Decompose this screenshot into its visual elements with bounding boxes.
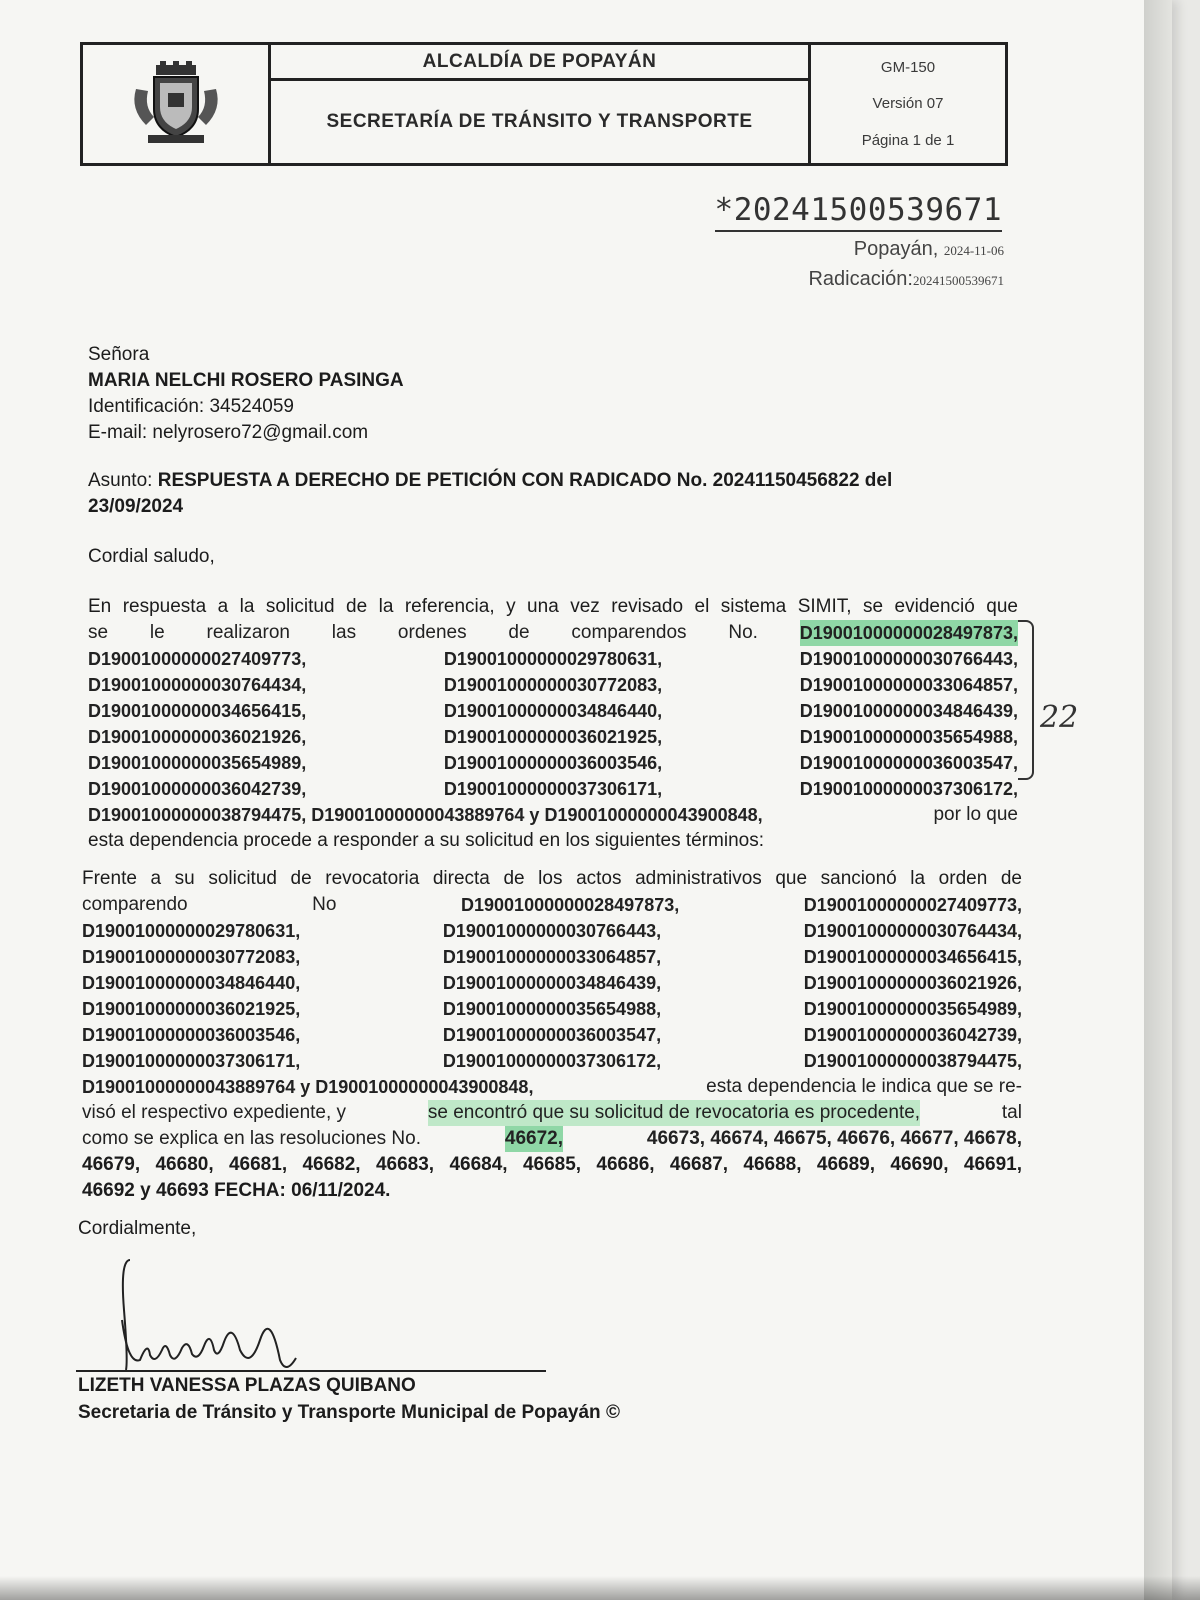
header-title-cell [271, 45, 811, 163]
p1-code-row [88, 750, 1018, 776]
comparendo-code: D19001000000038794475, [803, 1051, 1022, 1071]
p2-code-row [82, 944, 1022, 970]
comparendo-code: D19001000000030764434, [803, 921, 1022, 941]
p2-line-d: 46679, 46680, 46681, 46682, 46683, 46684, 46685, 46686, 46687, 46688, 46689, 46690, 46691, [82, 1154, 1022, 1175]
radicacion-value: 20241500539671 [913, 273, 1004, 288]
date-city: Popayán, [853, 238, 939, 260]
date-line [854, 238, 1004, 261]
p2-code-row [82, 1048, 1022, 1074]
radicacion-label: Radicación: [808, 268, 913, 290]
p1-close: esta dependencia procede a responder a su solicitud en los siguientes términos: [88, 830, 764, 851]
p2-highlighted-resolution: 46672, [505, 1126, 563, 1152]
p2-line-e: 46692 y 46693 FECHA: 06/11/2024. [82, 1180, 391, 1201]
bottom-shadow [0, 1576, 1200, 1600]
department-name: SECRETARÍA DE TRÁNSITO Y TRANSPORTE [326, 111, 753, 132]
subject-text-2: 23/09/2024 [88, 496, 184, 517]
p1-word: comparendos [571, 622, 687, 643]
comparendo-code: D19001000000035654988, [442, 999, 662, 1019]
comparendo-code: D19001000000036021926, [803, 973, 1022, 993]
comparendo-code: D19001000000036042739, [88, 779, 307, 799]
comparendo-code: D19001000000034846439, [442, 973, 662, 993]
comparendo-code: D19001000000036042739, [803, 1025, 1022, 1045]
radicado-number: *20241500539671 [715, 192, 1002, 232]
comparendo-code: D19001000000035654988, [799, 727, 1018, 747]
comparendo-code: D19001000000030772083, [443, 675, 663, 695]
p1-code-row [88, 724, 1018, 750]
comparendo-code: D19001000000036003546, [82, 1025, 301, 1045]
p1-word: de [508, 622, 530, 643]
paragraph-2 [82, 866, 1022, 1204]
greeting: Cordial saludo, [88, 546, 215, 567]
p1-last-codes: D19001000000038794475, D19001000000043889764 y D19001000000043900848, [88, 805, 763, 825]
comparendo-code: D19001000000030766443, [442, 921, 662, 941]
document-header [80, 42, 1008, 166]
handwritten-annotation: 22 [1040, 700, 1079, 735]
comparendo-code: D19001000000030764434, [88, 675, 307, 695]
comparendo-code: D19001000000035654989, [803, 999, 1022, 1019]
comparendo-code: D19001000000028497873, [461, 895, 680, 915]
comparendo-code: D19001000000034656415, [88, 701, 307, 721]
p2-line-b [82, 1100, 1022, 1126]
signer-name: LIZETH VANESSA PLAZAS QUIBANO [78, 1375, 416, 1396]
p1-word: se [88, 622, 109, 643]
page-edge [1144, 0, 1172, 1600]
page-indicator: Página 1 de 1 [861, 132, 955, 150]
p1-word: ordenes [397, 622, 467, 643]
paragraph-1 [88, 594, 1018, 854]
logo-cell [83, 45, 271, 163]
comparendo-code: D19001000000029780631, [443, 649, 663, 669]
org-name: ALCALDÍA DE POPAYÁN [271, 45, 808, 81]
p1-last-line [88, 802, 1018, 828]
recipient-salutation: Señora [88, 344, 150, 365]
p1-highlighted-code: D19001000000028497873, [800, 620, 1018, 646]
comparendo-code: D19001000000029780631, [82, 921, 301, 941]
recipient-email: E-mail: nelyrosero72@gmail.com [88, 422, 369, 443]
coat-of-arms-logo [126, 59, 226, 149]
comparendo-code: D19001000000036021925, [82, 999, 301, 1019]
document-code: GM-150 [880, 58, 936, 76]
p1-line-2 [88, 620, 1018, 646]
comparendo-code: D19001000000037306171, [82, 1051, 301, 1071]
subject-label: Asunto: [88, 470, 153, 491]
p2-word: comparendo [82, 894, 188, 915]
comparendo-code: D19001000000037306172, [442, 1051, 662, 1071]
document-meta-cell [811, 45, 1005, 163]
date-value: 2024-11-06 [943, 243, 1004, 258]
p1-word: las [331, 622, 357, 643]
comparendo-code: D19001000000030766443, [799, 649, 1018, 669]
p2-word: No [312, 894, 337, 915]
comparendo-code: D19001000000036021926, [88, 727, 307, 747]
p1-code-row [88, 698, 1018, 724]
comparendo-code: D19001000000033064857, [799, 675, 1018, 695]
subject-text-1: RESPUESTA A DERECHO DE PETICIÓN CON RADICADO No. 20241150456822 del [157, 470, 893, 491]
p1-word: No. [728, 622, 758, 643]
subject-block [88, 468, 1018, 520]
radicacion-line [808, 268, 1004, 291]
comparendo-code: D19001000000035654989, [88, 753, 307, 773]
p1-last-tail: por lo que [933, 804, 1018, 825]
comparendo-code: D19001000000034846440, [82, 973, 301, 993]
p2-line-a [82, 1074, 1022, 1100]
p2-line-2 [82, 892, 1022, 918]
recipient-block [88, 342, 1018, 446]
comparendo-code: D19001000000037306171, [443, 779, 663, 799]
p1-word: le [149, 622, 165, 643]
p2-last-codes: D19001000000043889764 y D19001000000043900848, [82, 1077, 534, 1097]
p2-code-row [82, 918, 1022, 944]
comparendo-code: D19001000000030772083, [82, 947, 301, 967]
comparendo-code: D19001000000036021925, [443, 727, 663, 747]
p1-line-1: En respuesta a la solicitud de la referencia, y una vez revisado el sistema SIMIT, se evidenció que [88, 596, 1018, 617]
closing: Cordialmente, [78, 1218, 197, 1239]
p2-line-c-start: como se explica en las resoluciones No. [82, 1128, 422, 1149]
handwritten-bracket [1018, 620, 1034, 780]
handwritten-signature [100, 1250, 320, 1380]
comparendo-code: D19001000000033064857, [442, 947, 662, 967]
comparendo-code: D19001000000027409773, [88, 649, 307, 669]
p2-code-row [82, 996, 1022, 1022]
comparendo-code: D19001000000036003547, [442, 1025, 662, 1045]
p1-code-row [88, 672, 1018, 698]
p2-line-b-end: tal [1001, 1102, 1022, 1123]
p2-line-c [82, 1126, 1022, 1152]
comparendo-code: D19001000000037306172, [799, 779, 1018, 799]
recipient-name: MARIA NELCHI ROSERO PASINGA [88, 370, 404, 391]
comparendo-code: D19001000000036003547, [799, 753, 1018, 773]
p2-resolution-list: 46673, 46674, 46675, 46676, 46677, 46678, [646, 1128, 1022, 1149]
comparendo-code: D19001000000036003546, [443, 753, 663, 773]
p2-code-row [82, 970, 1022, 996]
comparendo-code: D19001000000027409773, [803, 895, 1022, 915]
signature-line [76, 1370, 546, 1372]
p1-code-row [88, 646, 1018, 672]
p2-line-b-start: visó el respectivo expediente, y [82, 1102, 347, 1123]
recipient-id: Identificación: 34524059 [88, 396, 294, 417]
comparendo-code: D19001000000034846440, [443, 701, 663, 721]
p2-code-row [82, 1022, 1022, 1048]
p2-line-1: Frente a su solicitud de revocatoria directa de los actos administrativos que sancionó la orden de [82, 868, 1022, 889]
p2-highlighted-phrase: se encontró que su solicitud de revocatoria es procedente, [428, 1100, 920, 1126]
signer-title: Secretaria de Tránsito y Transporte Municipal de Popayán © [78, 1402, 620, 1423]
document-version: Versión 07 [872, 95, 944, 113]
p2-line-a-tail: esta dependencia le indica que se re- [706, 1076, 1022, 1097]
comparendo-code: D19001000000034656415, [803, 947, 1022, 967]
p1-code-row [88, 776, 1018, 802]
p1-word: realizaron [206, 622, 290, 643]
comparendo-code: D19001000000034846439, [799, 701, 1018, 721]
